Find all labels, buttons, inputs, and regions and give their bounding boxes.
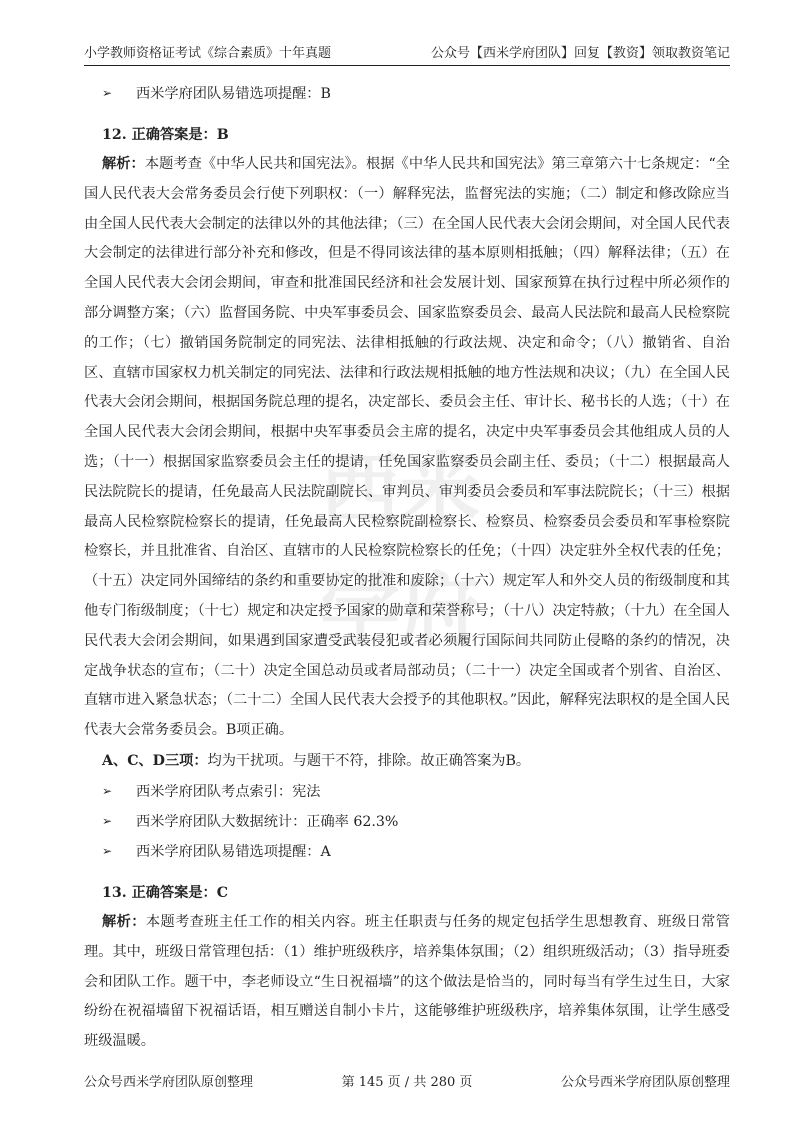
bullet-item: ➢ 西米学府团队易错选项提醒：B: [84, 78, 730, 108]
page-header: [84, 30, 730, 66]
watermark-text: 西米学府: [320, 443, 480, 657]
bullet-item: ➢ 西米学府团队易错选项提醒：A: [84, 836, 730, 866]
question-13-title: 13. 正确答案是：C: [102, 884, 229, 901]
question-12-title: 12. 正确答案是：B: [102, 127, 229, 143]
page-number: 第 145 页 / 共 280 页: [341, 1074, 473, 1090]
footer-left-text: 公众号西米学府团队原创整理: [84, 1074, 254, 1090]
question-12-analysis: 解析：本题考查《中华人民共和国宪法》。根据《中华人民共和国宪法》第三章第六十七条规定：“全国人民代表大会常务委员会行使下列职权：（一）解释宪法，监督宪法的实施；（二）制定和修改除应当由全国人民代表大会制定的法律以外的其他法律；（三）在全国人民代表大会闭会期间，对全国人民代表大会制定的法律进行部分补充和修改，但是不得同该法律的基本原则相抵触；（四）解释法律；（五）在全国人民代表大会闭会期间，审查和批准国民经济和社会发展计划、国家预算在执行过程中所必须作的部分调整方案；（六）监督国务院、中央军事委员会、国家监察委员会、最高人民法院和最高人民检察院的工作；（七）撤销国务院制定的同宪法、法律相抵触的行政法规、决定和命令；（八）撤销省、自治区、直辖市国家权力机关制定的同宪法、法律和行政法规相抵触的地方性法规和决议；（九）在全国人民代表大会闭会期间，根据国务院总理的提名，决定部长、委员会主任、审计长、秘书长的人选；（十）在全国人民代表大会闭会期间，根据中央军事委员会主席的提名，决定中央军事委员会其他组成人员的人选；（十一）根据国家监察委员会主任的提请，任免国家监察委员会副主任、委员；（十二）根据最高人民法院院长的提请，任免最高人民法院副院长、审判员、审判委员会委员和军事法院院长；（十三）根据最高人民检察院检察长的提请，任免最高人民检察院副检察长、检察员、检察委员会委员和军事检察院检察长，并且批准省、自治区、直辖市的人民检察院检察长的任免；（十四）决定驻外全权代表的任免；（十五）决定同外国缔结的条约和重要协定的批准和废除；（十六）规定军人和外交人员的衔级制度和其他专门衔级制度；（十七）规定和决定授予国家的勋章和荣誉称号；（十八）决定特赦；（十九）在全国人民代表大会闭会期间，如果遇到国家遭受武装侵犯或者必须履行国际间共同防止侵略的条约的情况，决定战争状态的宣布；（二十）决定全国总动员或者局部动员；（二十一）决定全国或者个别省、自治区、直辖市进入紧急状态；（二十二）全国人民代表大会授予的其他职权。”因此，解释宪法职权的是全国人民代表大会常务委员会。B项正确。: [84, 156, 730, 739]
question-13-analysis: 解析：本题考查班主任工作的相关内容。班主任职责与任务的规定包括学生思想教育、班级日常管理。其中，班级日常管理包括：（1）维护班级秩序，培养集体氛围；（2）组织班级活动；（3）指导班委会和团队工作。题干中，李老师设立“生日祝福墙”的这个做法是恰当的，同时每当有学生过生日，大家纷纷在祝福墙留下祝福话语，相互赠送自制小卡片，这能够维护班级秩序，培养集体氛围，让学生感受班级温暖。: [84, 913, 730, 1050]
header-left-text: 小学教师资格证考试《综合素质》十年真题: [84, 46, 332, 61]
arrow-bullet-icon: ➢: [102, 86, 113, 100]
bullet-item: ➢ 西米学府团队大数据统计：正确率 62.3%: [84, 806, 730, 836]
header-right-text: 公众号【西米学府团队】回复【教资】领取教资笔记: [430, 46, 730, 61]
arrow-bullet-icon: ➢: [102, 843, 113, 858]
arrow-bullet-icon: ➢: [102, 813, 113, 828]
page-content: [84, 78, 730, 1057]
footer-right-text: 公众号西米学府团队原创整理: [560, 1074, 730, 1090]
question-12-options-note: A、C、D三项：均为干扰项。与题干不符，排除。故正确答案为B。: [102, 752, 531, 769]
arrow-bullet-icon: ➢: [102, 783, 113, 798]
bullet-item: ➢ 西米学府团队考点索引：宪法: [84, 776, 730, 806]
page-footer: [84, 1068, 730, 1092]
